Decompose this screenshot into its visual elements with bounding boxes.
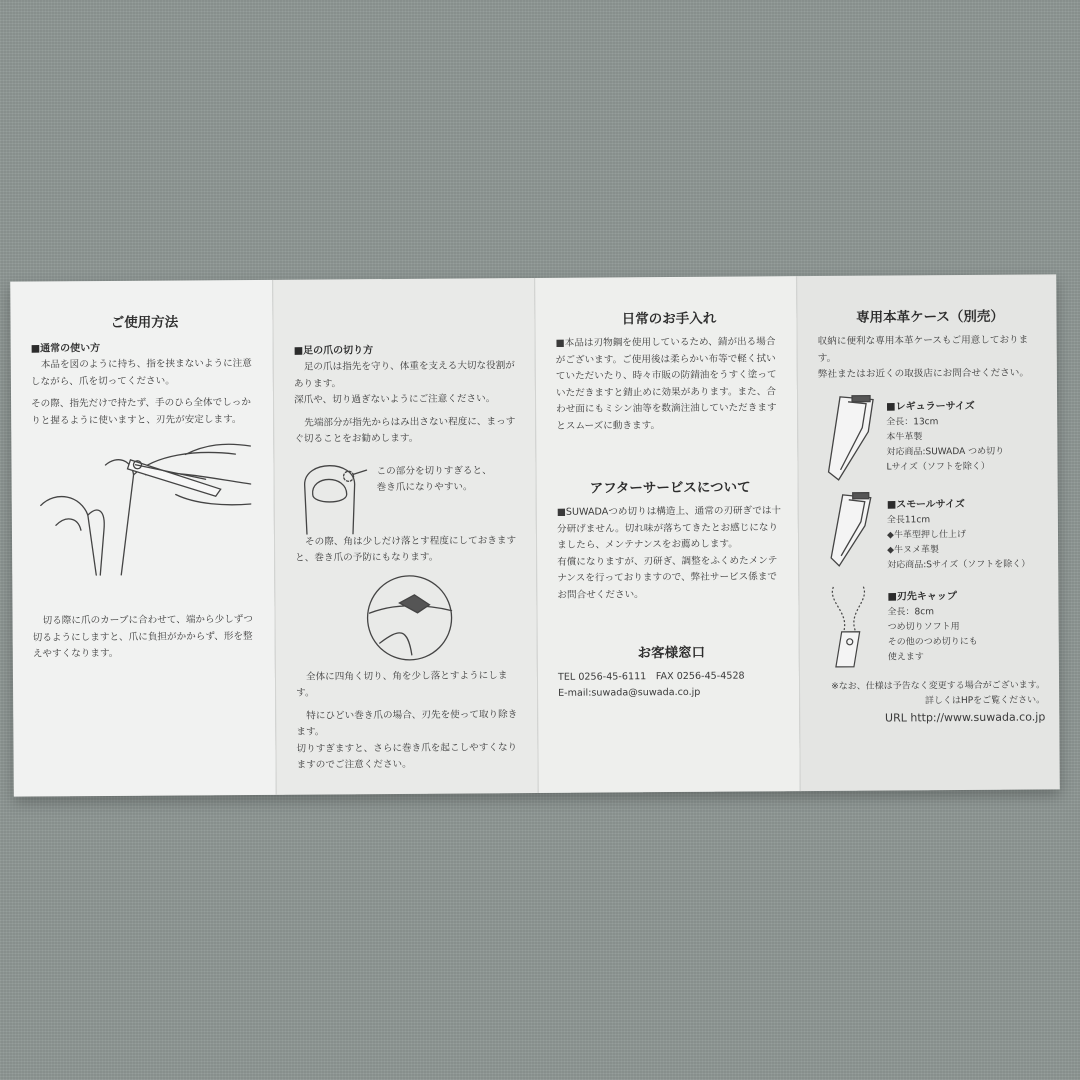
- spec-change-note: ※なお、仕様は予告なく変更する場合がございます。 詳しくはHPをご覧ください。: [831, 679, 1046, 706]
- cap-details: 全長：8cm つめ切りソフト用 その他のつめ切りにも 使えます: [887, 606, 978, 663]
- instruction-leaflet: [10, 274, 1060, 796]
- care-title: 日常のお手入れ: [621, 310, 717, 328]
- regular-details: 全長：13cm 本牛革製 対応商品:SUWADA つめ切り Lサイズ（ソフトを除く）: [886, 416, 1005, 473]
- panel-leather-case: [796, 274, 1060, 791]
- case-item-cap: [819, 580, 1045, 672]
- small-details: 全長11cm ◆牛革型押し仕上げ ◆牛ヌメ革製 対応商品:Sサイズ（ソフトを除く）: [886, 514, 1031, 571]
- toenail-para-5: 特にひどい巻き爪の場合、刃先を使って取り除きます。 切りすぎますと、さらに巻き爪を起こしやすくなりますのでご注意ください。: [296, 708, 518, 771]
- tip-cap-illustration: [819, 581, 880, 671]
- website-url[interactable]: URL http://www.suwada.co.jp: [884, 709, 1046, 725]
- case-item-small: [819, 488, 1045, 574]
- after-service-para: ■SUWADAつめ切りは構造上、通常の刃研ぎでは十分研げません。切れ味が落ちてきたとお感じになりましたら、メンテナンスをお薦めします。 有償になりますが、刃研ぎ、調整をふくめたメンテナンスを行っておりますので、弊社サービス係までお問合せください。: [556, 505, 782, 601]
- toe-nail-illustration: [294, 454, 375, 535]
- cap-name: ■刃先キャップ: [887, 590, 957, 603]
- case-item-regular: [818, 390, 1044, 482]
- hand-holding-clipper-illustration: [35, 434, 256, 586]
- panel-usage: [10, 280, 276, 797]
- toenail-para-1: 足の爪は指先を守り、体重を支える大切な役割があります。 深爪や、切り過ぎないようにご注意ください。: [293, 360, 515, 406]
- usage-para-1: 本品を図のように持ち、指を挟まないように注意しながら、爪を切ってください。: [30, 357, 252, 388]
- toenail-para-2: 先端部分が指先からはみ出さない程度に、まっすぐ切ることをお勧めします。: [294, 415, 516, 445]
- contact-email: E-mail:suwada@suwada.co.jp: [558, 686, 701, 699]
- toenail-para-3: その際、角は少しだけ落とす程度にしておきますと、巻き爪の予防にもなります。: [295, 534, 517, 564]
- toe-callout-row: [294, 453, 522, 535]
- panel-care: [534, 276, 800, 793]
- ingrown-nail-illustration: [359, 572, 460, 663]
- customer-window-title: お客様窓口: [637, 644, 706, 662]
- small-name: ■スモールサイズ: [886, 498, 965, 511]
- care-para: ■本品は刃物鋼を使用しているため、錆が出る場合がございます。ご使用後は柔らかい布等で軽く拭いていただいたり、時々市販の防錆油をうすく塗っていただきますと錆止めに効果があります。また、合わせ面にもミシン油等を数滴注油していただきますとスムーズに動きます。: [555, 336, 777, 432]
- regular-case-illustration: [818, 391, 879, 481]
- usage-para-3: 切る際に爪のカーブに合わせて、端から少しずつ切るようにしますと、爪に負担がかからず、形を整えやすくなります。: [32, 613, 254, 660]
- case-intro: 収納に便利な専用本革ケースもご用意しております。 弊社またはお近くの取扱店にお問合せください。: [817, 334, 1029, 381]
- usage-title: ご使用方法: [110, 314, 179, 331]
- panel-toenail: [272, 278, 538, 795]
- case-title: 専用本革ケース（別売）: [856, 308, 1004, 326]
- toe-callout-text: この部分を切りすぎると、 巻き爪になりやすい。: [376, 464, 492, 494]
- usage-subtitle: ■通常の使い方: [30, 343, 101, 355]
- contact-phone: TEL 0256-45-6111 FAX 0256-45-4528: [557, 670, 745, 683]
- regular-name: ■レギュラーサイズ: [886, 400, 975, 413]
- toenail-para-4: 全体に四角く切り、角を少し落とすようにします。: [296, 669, 508, 699]
- after-service-title: アフターサービスについて: [589, 479, 751, 497]
- small-case-illustration: [819, 489, 880, 569]
- usage-para-2: その際、指先だけで持たず、手のひら全体でしっかりと握るように使いますと、刃先が安定します。: [31, 396, 251, 427]
- toenail-subtitle: ■足の爪の切り方: [293, 345, 374, 357]
